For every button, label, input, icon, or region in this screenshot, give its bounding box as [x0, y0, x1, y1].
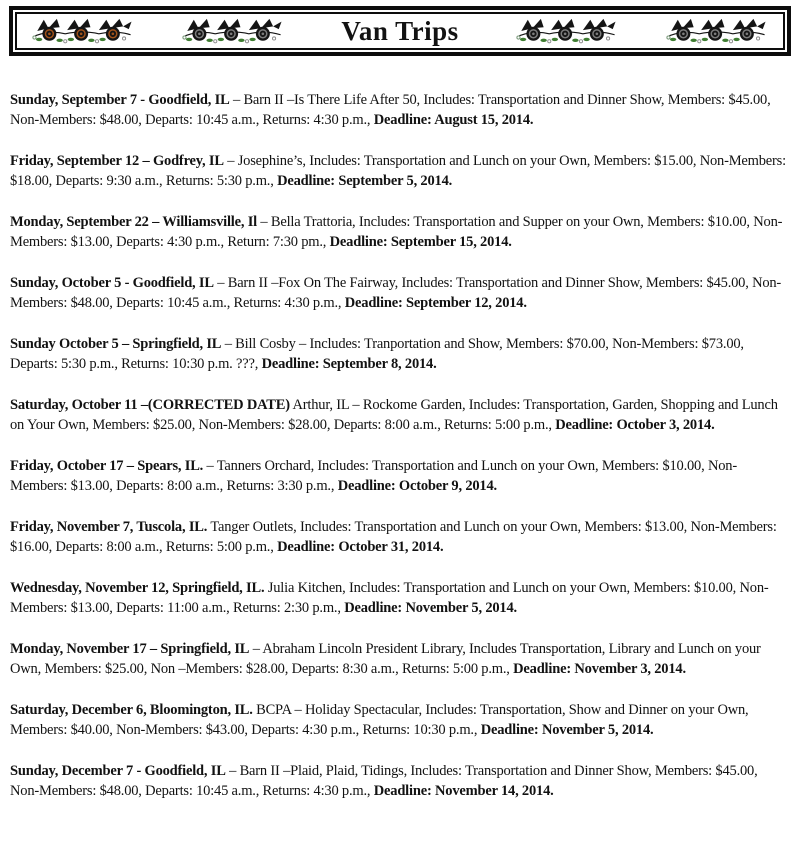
trip-details: – Abraham Lincoln President Library, Includes Transportation, Library and Lunch on your Own, Members: $25.00, Non –Members: $28.00, Departs: 8:30 a.m., Returns: 5:00 p.m., — [10, 641, 761, 677]
trip-deadline: Deadline: September 15, 2014. — [329, 234, 512, 250]
trip-date-location: Monday, September 22 – Williamsville, Il — [10, 214, 257, 230]
trip-list — [0, 56, 800, 801]
trip-deadline: Deadline: October 31, 2014. — [277, 539, 444, 555]
trip-entry — [10, 212, 788, 252]
page-title: Van Trips — [341, 16, 459, 46]
trip-details: BCPA – Holiday Spectacular, Includes: Transportation, Show and Dinner on your Own, Members: $40.00, Non-Members: $43.00, Departs: 4:30 p.m., Returns: 10:30 p.m., — [10, 702, 749, 738]
trip-entry — [10, 273, 788, 313]
trip-date-location: Monday, November 17 – Springfield, IL — [10, 641, 250, 657]
trip-entry — [10, 578, 788, 618]
header-banner-inner — [15, 12, 785, 50]
trip-details: – Tanners Orchard, Includes: Transportation and Lunch on your Own, Members: $10.00, Non-Members: $13.00, Departs: 8:00 a.m., Returns: 3:30 p.m., — [10, 458, 737, 494]
rose-garland-icon — [665, 17, 769, 45]
trip-date-location: Sunday, December 7 - Goodfield, IL — [10, 763, 226, 779]
trip-entry — [10, 151, 788, 191]
trip-details: – Barn II –Fox On The Fairway, Includes: Transportation and Dinner Show, Members: $45.00, Non-Members: $48.00, Departs: 10:45 a.m., Returns: 4:30 p.m., — [10, 275, 782, 311]
rose-garland-icon — [181, 17, 285, 45]
trip-date-location: Sunday, October 5 - Goodfield, IL — [10, 275, 214, 291]
trip-deadline: Deadline: November 3, 2014. — [513, 661, 686, 677]
trip-entry — [10, 700, 788, 740]
trip-entry — [10, 639, 788, 679]
trip-details: Tanger Outlets, Includes: Transportation and Lunch on your Own, Members: $13.00, Non-Members: $16.00, Departs: 8:00 a.m., Returns: 5:00 p.m., — [10, 519, 777, 555]
rose-garland-icon — [515, 17, 619, 45]
rose-garland-icon — [31, 17, 135, 45]
trip-deadline: Deadline: November 14, 2014. — [373, 783, 554, 799]
trip-deadline: Deadline: September 12, 2014. — [344, 295, 527, 311]
trip-deadline: Deadline: September 5, 2014. — [277, 173, 453, 189]
trip-date-location: Sunday, September 7 - Goodfield, IL — [10, 92, 230, 108]
trip-date-location: Friday, November 7, Tuscola, IL. — [10, 519, 208, 535]
trip-date-location: Saturday, October 11 –(CORRECTED DATE) — [10, 397, 290, 413]
header-banner — [9, 6, 791, 56]
trip-deadline: Deadline: November 5, 2014. — [344, 600, 517, 616]
trip-entry — [10, 90, 788, 130]
trip-date-location: Friday, September 12 – Godfrey, IL — [10, 153, 224, 169]
trip-entry — [10, 395, 788, 435]
trip-details: – Barn II –Is There Life After 50, Includes: Transportation and Dinner Show, Members: $45.00, Non-Members: $48.00, Departs: 10:45 a.m., Returns: 4:30 p.m., — [10, 92, 771, 128]
trip-entry — [10, 456, 788, 496]
trip-details: – Barn II –Plaid, Plaid, Tidings, Includes: Transportation and Dinner Show, Members: $45.00, Non-Members: $48.00, Departs: 10:45 a.m., Returns: 4:30 p.m., — [10, 763, 758, 799]
trip-details: Julia Kitchen, Includes: Transportation and Lunch on your Own, Members: $10.00, Non-Members: $13.00, Departs: 11:00 a.m., Returns: 2:30 p.m., — [10, 580, 769, 616]
trip-entry — [10, 761, 788, 801]
trip-entry — [10, 334, 788, 374]
trip-deadline: Deadline: October 9, 2014. — [337, 478, 497, 494]
trip-date-location: Friday, October 17 – Spears, IL. — [10, 458, 204, 474]
trip-deadline: Deadline: October 3, 2014. — [555, 417, 715, 433]
trip-date-location: Saturday, December 6, Bloomington, IL. — [10, 702, 253, 718]
trip-deadline: Deadline: November 5, 2014. — [480, 722, 654, 738]
trip-details: – Bill Cosby – Includes: Tranportation and Show, Members: $70.00, Non-Members: $73.00, Departs: 5:30 p.m., Returns: 10:30 p.m. ???, — [10, 336, 744, 372]
trip-date-location: Wednesday, November 12, Springfield, IL. — [10, 580, 265, 596]
trip-details: – Bella Trattoria, Includes: Transportation and Supper on your Own, Members: $10.00, Non-Members: $13.00, Departs: 4:30 p.m., Return: 7:30 pm., — [10, 214, 783, 250]
trip-details: Arthur, IL – Rockome Garden, Includes: Transportation, Garden, Shopping and Lunch on Your Own, Members: $25.00, Non-Members: $28.00, Departs: 8:00 a.m., Returns: 5:00 p.m., — [10, 397, 778, 433]
trip-details: – Josephine’s, Includes: Transportation and Lunch on your Own, Members: $15.00, Non-Members: $18.00, Departs: 9:30 a.m., Returns: 5:30 p.m., — [10, 153, 786, 189]
trip-entry — [10, 517, 788, 557]
trip-date-location: Sunday October 5 – Springfield, IL — [10, 336, 222, 352]
trip-deadline: Deadline: September 8, 2014. — [261, 356, 437, 372]
trip-deadline: Deadline: August 15, 2014. — [373, 112, 534, 128]
